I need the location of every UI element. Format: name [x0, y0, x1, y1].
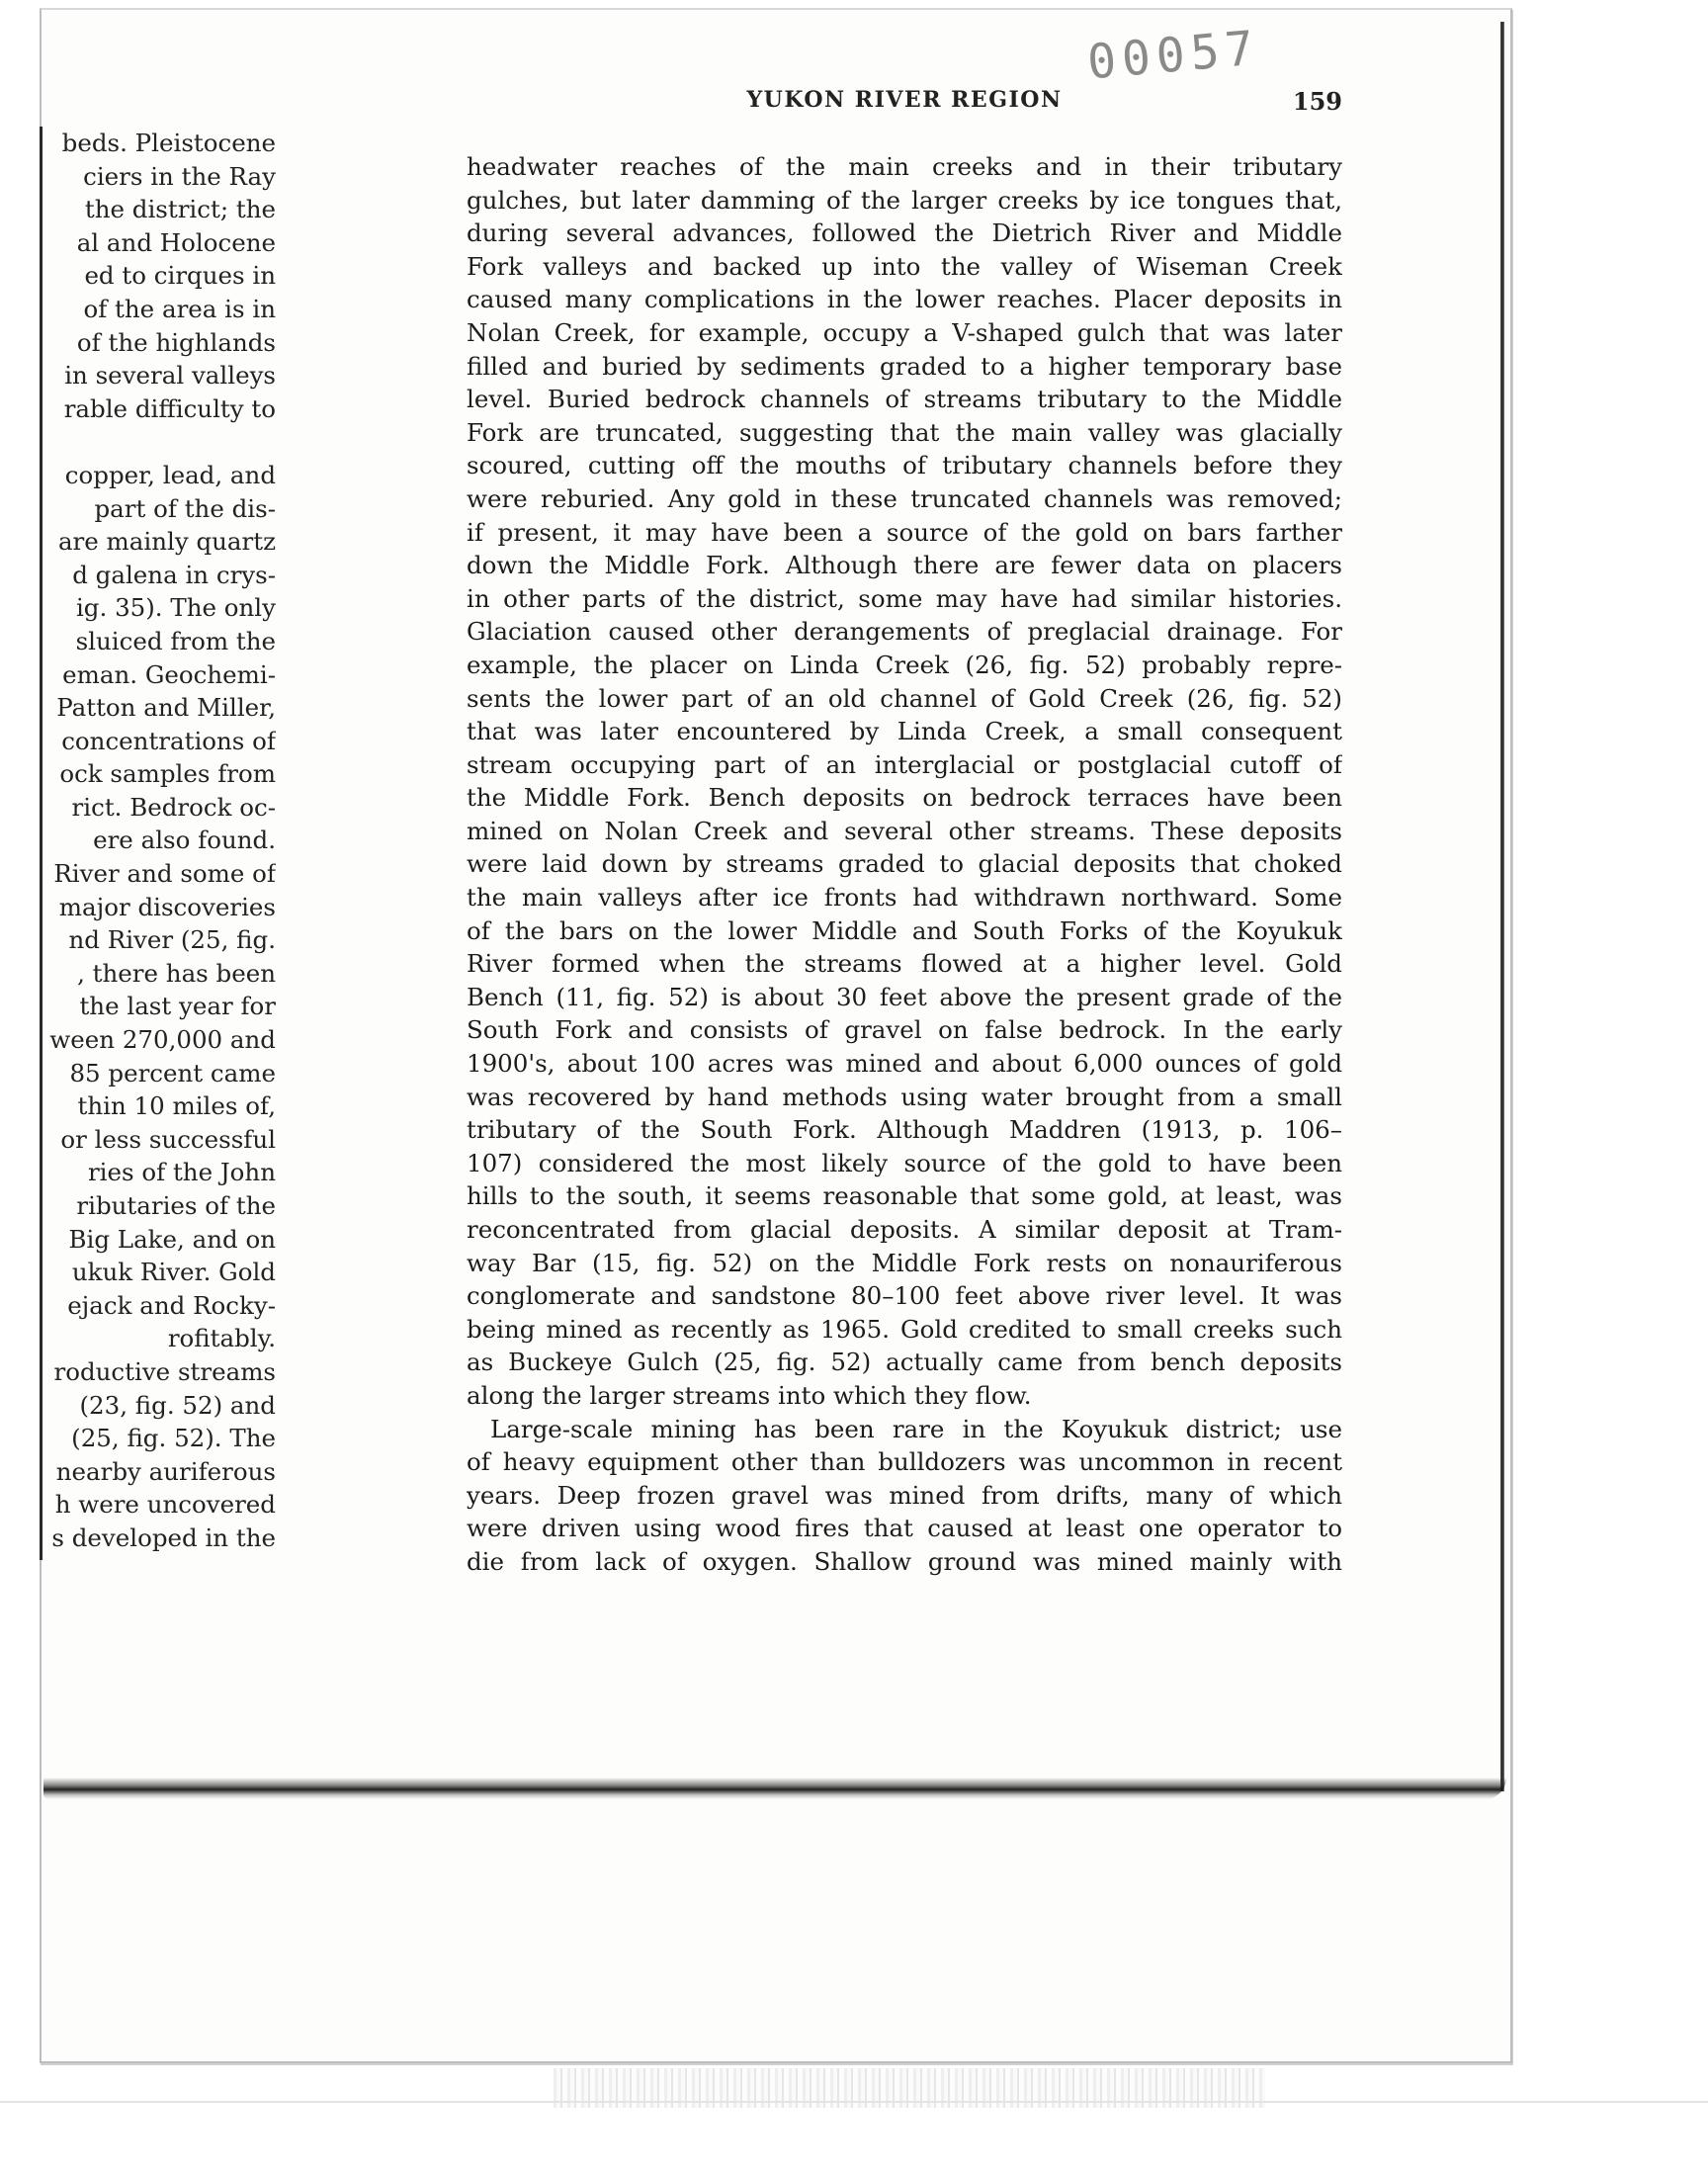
- text-line: major discoveries: [58, 892, 276, 921]
- text-line: s developed in the: [51, 1522, 276, 1552]
- text-line: gulches, but later damming of the larger creeks by ice tongues that,: [467, 185, 1342, 215]
- text-line: nd River (25, fig.: [68, 925, 276, 955]
- text-line: River and some of: [53, 859, 276, 889]
- text-line: level. Buried bedrock channels of streams tributary to the Middle: [467, 385, 1342, 414]
- text-line: hills to the south, it seems reasonable that some gold, at least, was: [467, 1181, 1342, 1211]
- text-line: were reburied. Any gold in these truncated channels was removed;: [467, 483, 1342, 513]
- text-line: example, the placer on Linda Creek (26, fig. 52) probably repre-: [467, 650, 1342, 679]
- text-line: copper, lead, and: [64, 460, 276, 489]
- paragraph: [467, 150, 1342, 1413]
- text-line: Patton and Miller,: [56, 693, 276, 723]
- document-stamp: 00057: [1084, 20, 1262, 91]
- text-line: [43, 425, 276, 459]
- text-line: in other parts of the district, some may have had similar histories.: [467, 583, 1342, 613]
- text-line: eman. Geochemi-: [62, 659, 276, 689]
- text-line: were laid down by streams graded to glacial deposits that choked: [467, 849, 1342, 879]
- text-line: was recovered by hand methods using water brought from a small: [467, 1082, 1342, 1111]
- text-line: filled and buried by sediments graded to a higher temporary base: [467, 351, 1342, 381]
- text-line: 107) considered the most likely source of the gold to have been: [467, 1148, 1342, 1177]
- page-edge-shadow: [1500, 22, 1504, 1791]
- text-line: Fork valleys and backed up into the valley of Wiseman Creek: [467, 251, 1342, 281]
- text-line: Big Lake, and on: [68, 1224, 276, 1254]
- text-line: of the bars on the lower Middle and South Forks of the Koyukuk: [467, 915, 1342, 945]
- text-line: ributaries of the: [76, 1191, 276, 1220]
- text-line: ere also found.: [93, 826, 276, 855]
- text-line: (23, fig. 52) and: [79, 1390, 276, 1420]
- text-line: scoured, cutting off the mouths of tributary channels before they: [467, 451, 1342, 480]
- text-line: the last year for: [79, 992, 276, 1021]
- text-line: ed to cirques in: [84, 261, 276, 291]
- page-header: [467, 87, 1342, 119]
- main-text-column: [467, 150, 1342, 1579]
- text-line: nearby auriferous: [55, 1456, 276, 1486]
- text-line: the main valleys after ice fronts had withdrawn northward. Some: [467, 883, 1342, 913]
- text-line: ock samples from: [59, 759, 276, 789]
- text-line: of the highlands: [76, 327, 276, 357]
- text-line: thin 10 miles of,: [77, 1091, 276, 1121]
- text-line: caused many complications in the lower reaches. Placer deposits in: [467, 285, 1342, 314]
- text-line: the district; the: [84, 195, 276, 224]
- text-line: mined on Nolan Creek and several other streams. These deposits: [467, 816, 1342, 845]
- text-line: of the area is in: [83, 294, 276, 323]
- text-line: of heavy equipment other than bulldozers was uncommon in recent: [467, 1447, 1342, 1477]
- text-line: roductive streams: [53, 1356, 276, 1386]
- text-line: that was later encountered by Linda Creek, a small consequent: [467, 717, 1342, 746]
- text-line: ukuk River. Gold: [71, 1258, 276, 1287]
- text-line: rofitably.: [167, 1324, 276, 1353]
- text-line: are mainly quartz: [57, 527, 276, 557]
- text-line: h were uncovered: [54, 1490, 276, 1520]
- text-line: years. Deep frozen gravel was mined from drifts, many of which: [467, 1480, 1342, 1510]
- text-line: the Middle Fork. Bench deposits on bedrock terraces have been: [467, 783, 1342, 813]
- text-line: Bench (11, fig. 52) is about 30 feet above the present grade of the: [467, 982, 1342, 1011]
- page-number: 159: [1292, 87, 1342, 116]
- text-line: were driven using wood fires that caused at least one operator to: [467, 1514, 1342, 1543]
- text-line: River formed when the streams flowed at a higher level. Gold: [467, 949, 1342, 979]
- text-line: headwater reaches of the main creeks and in their tributary: [467, 152, 1342, 181]
- text-line: being mined as recently as 1965. Gold credited to small creeks such: [467, 1314, 1342, 1344]
- text-line: (25, fig. 52). The: [71, 1424, 276, 1453]
- text-line: d galena in crys-: [72, 560, 276, 589]
- text-line: 1900's, about 100 acres was mined and about 6,000 ounces of gold: [467, 1049, 1342, 1079]
- text-line: stream occupying part of an interglacial or postglacial cutoff of: [467, 749, 1342, 779]
- text-line: tributary of the South Fork. Although Maddren (1913, p. 106–: [467, 1115, 1342, 1145]
- previous-page-column: [40, 127, 276, 1560]
- text-line: reconcentrated from glacial deposits. A similar deposit at Tram-: [467, 1215, 1342, 1244]
- text-line: sents the lower part of an old channel of Gold Creek (26, fig. 52): [467, 683, 1342, 713]
- paragraph: [467, 1413, 1342, 1579]
- text-line: as Buckeye Gulch (25, fig. 52) actually came from bench deposits: [467, 1348, 1342, 1377]
- text-line: rable difficulty to: [63, 393, 276, 423]
- fold-shadow: [43, 1778, 1506, 1799]
- text-line: die from lack of oxygen. Shallow ground was mined mainly with: [467, 1546, 1342, 1576]
- text-line: Nolan Creek, for example, occupy a V-shaped gulch that was later: [467, 317, 1342, 347]
- text-line: sluiced from the: [75, 626, 276, 655]
- text-line: down the Middle Fork. Although there are fewer data on placers: [467, 551, 1342, 580]
- text-line: ciers in the Ray: [83, 161, 276, 191]
- text-line: ig. 35). The only: [75, 593, 276, 623]
- text-line: Fork are truncated, suggesting that the main valley was glacially: [467, 417, 1342, 447]
- text-line: along the larger streams into which they flow.: [467, 1380, 1032, 1410]
- text-line: in several valleys: [64, 361, 276, 391]
- text-line: South Fork and consists of gravel on false bedrock. In the early: [467, 1015, 1342, 1045]
- text-line: beds. Pleistocene: [61, 129, 276, 157]
- text-line: 85 percent came: [69, 1058, 276, 1088]
- text-line: or less successful: [60, 1124, 276, 1154]
- text-line: during several advances, followed the Dietrich River and Middle: [467, 218, 1342, 248]
- text-line: rict. Bedrock oc-: [71, 792, 276, 822]
- text-line: ween 270,000 and: [49, 1025, 276, 1055]
- text-line: ries of the John: [87, 1158, 276, 1187]
- text-line: conglomerate and sandstone 80–100 feet above river level. It was: [467, 1281, 1342, 1311]
- text-line: , there has been: [77, 958, 276, 988]
- scan-border: [0, 2101, 1708, 2103]
- text-line: al and Holocene: [76, 227, 276, 257]
- running-head: YUKON RIVER REGION: [746, 87, 1063, 113]
- text-line: if present, it may have been a source of the gold on bars farther: [467, 517, 1342, 547]
- text-line: Large-scale mining has been rare in the Koyukuk district; use: [490, 1414, 1342, 1443]
- text-line: ejack and Rocky-: [67, 1290, 276, 1320]
- text-line: Glaciation caused other derangements of preglacial drainage. For: [467, 617, 1342, 647]
- text-line: concentrations of: [61, 726, 276, 755]
- text-line: way Bar (15, fig. 52) on the Middle Fork rests on nonauriferous: [467, 1248, 1342, 1277]
- text-line: part of the dis-: [94, 493, 276, 523]
